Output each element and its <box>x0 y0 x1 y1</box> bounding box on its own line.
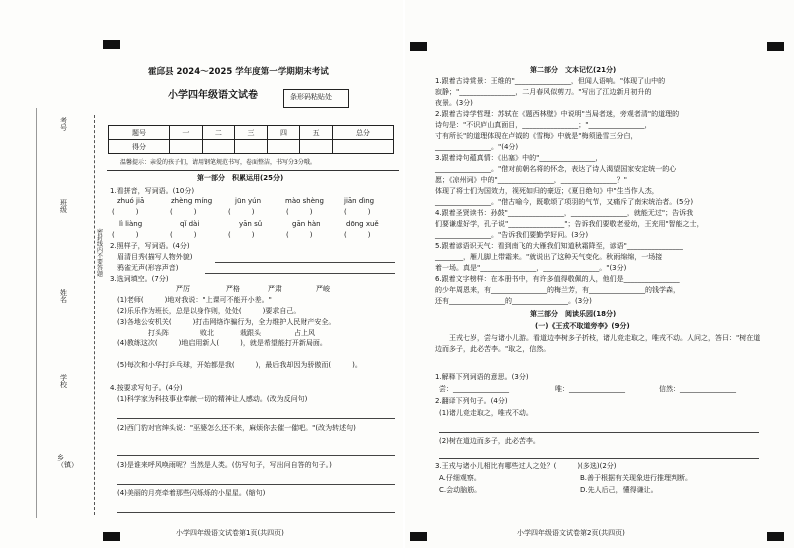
score-cell[interactable] <box>202 140 235 154</box>
rq3-option-c[interactable]: C.会动脑筋。 <box>439 486 482 494</box>
binding-label-exam-number: 考号 <box>60 117 67 132</box>
r-q4-line: 们要谦虚好学，孔子说"________________"；告诉我们要敬老爱幼，王充用"智能之士， <box>435 220 704 228</box>
r-q2-line: 2.跟着古诗学哲理：苏轼在《题西林壁》中说明"当局者迷，旁观者清"的道理的 <box>435 110 680 118</box>
q3-word: 严肃 <box>268 285 282 293</box>
answer-bracket[interactable]: ( ) <box>344 231 371 239</box>
q2-stem: 2.照样子，写词语。(4分) <box>110 242 190 250</box>
pinyin-5: jiān dìng <box>344 197 375 205</box>
part2-title: 第二部分 文本记忆(21分) <box>530 66 617 74</box>
r-q3-line: ________________。"借古喻今，既歌颂了项羽的气节，又痛斥了南宋统治者。(5分) <box>435 198 694 206</box>
registration-mark <box>103 40 120 49</box>
answer-line[interactable] <box>117 418 395 419</box>
score-header: 题号 <box>109 126 170 140</box>
answer-line[interactable] <box>439 432 759 433</box>
score-table <box>108 125 394 154</box>
registration-mark <box>103 532 120 541</box>
q3-item-5: (5)每次和小华打乒乓球，开始都是我( )，最后我却因为骄傲而( )。 <box>117 361 362 369</box>
q3-item-3: (3)各地公安机关( )打击网络诈骗行为，全力维护人民财产安全。 <box>117 318 336 326</box>
r-q2-line: 寸有所长"的道理体现在卢钺的《雪梅》中就是"梅须逊雪三分白， <box>435 132 638 140</box>
score-cell[interactable] <box>267 140 300 154</box>
rq3-option-a[interactable]: A.仔细观察。 <box>439 474 481 482</box>
r-q3-line: ________________。"借对前朝名将的怀念，表达了诗人渴望国家安定统一的心 <box>435 165 677 173</box>
paper-title: 小学四年级语文试卷 <box>168 90 258 101</box>
q3-word: 打头阵 <box>148 329 169 337</box>
score-header: 四 <box>267 126 300 140</box>
score-cell[interactable] <box>235 140 268 154</box>
answer-bracket[interactable]: ( ) <box>286 231 313 239</box>
q3-word: 占上风 <box>294 329 315 337</box>
r-q1-line: 夜景。(3分) <box>435 99 473 107</box>
q1-stem: 1.看拼音，写词语。(10分) <box>110 187 195 195</box>
binding-label-school: 学校 <box>60 374 67 389</box>
page-footer: 小学四年级语文试卷第2页(共四页) <box>517 529 625 537</box>
r-q4-line: ________________。"告诉我们要勤学好问。(3分) <box>435 231 589 239</box>
score-header: 总分 <box>332 126 393 140</box>
registration-mark <box>410 532 427 541</box>
part1-title: 第一部分 积累运用(25分) <box>197 174 284 182</box>
q3-word: 严峻 <box>316 285 330 293</box>
pinyin-4: mào shèng <box>285 197 324 205</box>
q2-example-1: 眉清目秀(描写人物外貌) <box>117 253 193 261</box>
answer-bracket[interactable]: ( ) <box>228 231 255 239</box>
r-q3-line: 体现了将士们为国效力，视死如归的豪迈；《夏日绝句》中"生当作人杰， <box>435 187 659 195</box>
binding-dashed-line <box>94 115 95 515</box>
pinyin-3: jūn yún <box>235 197 262 205</box>
score-cell[interactable] <box>170 140 203 154</box>
answer-bracket[interactable]: ( ) <box>112 231 139 239</box>
answer-bracket[interactable]: ( ) <box>170 231 197 239</box>
answer-line[interactable] <box>205 273 395 274</box>
answer-line[interactable] <box>117 455 395 456</box>
q3-stem: 3.选词填空。(7分) <box>110 275 169 283</box>
score-header: 一 <box>170 126 203 140</box>
rq1-item: 信然：________________ <box>659 385 736 393</box>
rq3-option-b[interactable]: B.善于根据有关现象进行推理判断。 <box>580 474 693 482</box>
part3-title: 第三部分 阅读乐园(18分) <box>530 310 617 318</box>
q3-item-1: (1)老师( )地对我说："上课可不能开小差。" <box>117 296 272 304</box>
answer-line[interactable] <box>117 512 395 513</box>
r-q5-line: 5.跟着谚语识天气：看到南飞的大雁我们知道秋霜降至，谚语"________________ <box>435 242 683 250</box>
q3-word: 败北 <box>200 329 214 337</box>
exam-title: 霍邱县 2024～2025 学年度第一学期期末考试 <box>148 67 329 77</box>
answer-bracket[interactable]: ( ) <box>112 208 139 216</box>
rq2-item-1: (1)诸儿竞走取之，唯戎不动。 <box>439 409 533 417</box>
r-q2-line: ________________。"(4分) <box>435 143 519 151</box>
q4-item-4: (4)美丽的月亮牵着那些闪烁烁的小星星。(缩句) <box>117 489 266 497</box>
answer-line[interactable] <box>117 484 395 485</box>
q4-item-1: (1)科学家为科技事业奉献一切的精神让人感动。(改为反问句) <box>117 395 308 403</box>
answer-bracket[interactable]: ( ) <box>170 208 197 216</box>
q3-word: 严格 <box>226 285 240 293</box>
q4-item-3: (3)是谁来呼风唤雨呢？当然是人类。(仿写句子，写出问自答的句子。) <box>117 461 332 469</box>
barcode-label: 条形码粘贴处 <box>290 93 332 101</box>
reading-title: (一)《王戎不取道旁李》(9分) <box>535 322 630 330</box>
r-q6-line: 的少年周恩来，有________________的梅兰芳，有________________的钱学森， <box>435 286 680 294</box>
divider <box>107 170 399 171</box>
margin-rule <box>36 108 37 518</box>
q4-stem: 4.按要求写句子。(4分) <box>110 384 183 392</box>
q3-word: 严厉 <box>176 285 190 293</box>
rq1-item: 尝：________________ <box>439 385 509 393</box>
pinyin-7: qǐ dài <box>180 220 200 228</box>
answer-bracket[interactable]: ( ) <box>286 208 313 216</box>
score-header: 二 <box>202 126 235 140</box>
rq3-stem: 3.王戎与诸小儿相比有哪些过人之处？( )(多选)(2分) <box>435 462 617 470</box>
r-q5-line: ________，雁儿脚上带霜来。"就说出了这种天气变化。秋雨绵绵，一场接 <box>435 253 663 261</box>
answer-bracket[interactable]: ( ) <box>344 208 371 216</box>
answer-bracket[interactable]: ( ) <box>228 208 255 216</box>
score-header: 五 <box>300 126 333 140</box>
page-footer: 小学四年级语文试卷第1页(共四页) <box>176 529 284 537</box>
q3-item-4: (4)教练这次( )地启用新人( )，就是希望能打开新局面。 <box>117 339 327 347</box>
pinyin-1: zhuó jiā <box>117 197 145 205</box>
binding-label-town: 乡（镇） <box>57 454 78 469</box>
r-q3-line: 愿；《凉州词》中的"________________，________________？" <box>435 176 627 184</box>
r-q4-line: 4.跟着圣贤读书：孙鼓"________________，________________，就能无过"；告诉我 <box>435 209 694 217</box>
r-q1-line: 1.跟着古诗赏景：王维的"________________，但闻人语响。"体现了山中的 <box>435 77 666 85</box>
score-table-score-row <box>109 140 394 154</box>
score-cell[interactable] <box>332 140 393 154</box>
q3-word: 栽跟头 <box>240 329 261 337</box>
r-q2-line: 诗句是："不识庐山真面目，________________；"________________， <box>435 121 652 129</box>
registration-mark <box>767 42 784 51</box>
pinyin-2: zhèng míng <box>171 197 213 205</box>
score-table-header-row <box>109 126 394 140</box>
rq3-option-d[interactable]: D.先人后己，懂得谦让。 <box>580 486 658 494</box>
registration-mark <box>410 42 427 51</box>
q3-item-2: (2)乐乐作为班长，总是以身作则，处处( )要求自己。 <box>117 307 301 315</box>
answer-line[interactable] <box>215 262 395 263</box>
rq1-stem: 1.解释下列词语的意思。(3分) <box>435 373 529 381</box>
r-q6-line: 还有________________的________________。(3分) <box>435 297 592 305</box>
score-row-label: 得分 <box>109 140 170 154</box>
score-cell[interactable] <box>300 140 333 154</box>
exam-page-2 <box>405 0 794 548</box>
answer-line[interactable] <box>439 458 759 459</box>
r-q3-line: 3.跟着诗句蕴真情：《出塞》中的"________________， <box>435 154 603 162</box>
r-q6-line: 6.跟着文字榜样：在本册书中，有许多值得敬佩的人，他们是________________ <box>435 275 680 283</box>
binding-label-class: 班级 <box>60 199 67 214</box>
pinyin-8: yān sǔ <box>239 220 263 228</box>
r-q5-line: 着一场。真是"________________，________________。"(3分) <box>435 264 627 272</box>
rq2-stem: 2.翻译下列句子。(4分) <box>435 397 508 405</box>
pinyin-10: dōng xuě <box>346 220 379 228</box>
binding-warning: 密封线内不要答题 <box>97 229 104 278</box>
score-header: 三 <box>235 126 268 140</box>
pinyin-9: gān hàn <box>292 220 321 228</box>
registration-mark <box>767 532 784 541</box>
pinyin-6: lì liàng <box>119 220 143 228</box>
r-q1-line: 寂静；"________________，二月春风似剪刀。"写出了江边新月初升的 <box>435 88 652 96</box>
rq2-item-2: (2)树在道边而多子，此必苦李。 <box>439 437 540 445</box>
binding-label-name: 姓名 <box>60 289 67 304</box>
reading-passage: 王戎七岁，尝与诸小儿游。看道边李树多子折枝，诸儿竞走取之，唯戎不动。人问之，答曰："树在道边而多子，此必苦李。"取之，信然。 <box>435 334 761 354</box>
warm-tip: 温馨提示：亲爱的孩子们，请用钢笔规范书写，卷面整洁，书写分3分哦。 <box>120 159 316 166</box>
rq1-item: 唯：________________ <box>555 385 625 393</box>
q2-example-2: 鸦雀无声(形容声音) <box>117 264 179 272</box>
q4-item-2: (2)西门豹对官绅头说："巫婆怎么还不来，麻烦你去催一催吧。"(改为转述句) <box>117 424 356 432</box>
